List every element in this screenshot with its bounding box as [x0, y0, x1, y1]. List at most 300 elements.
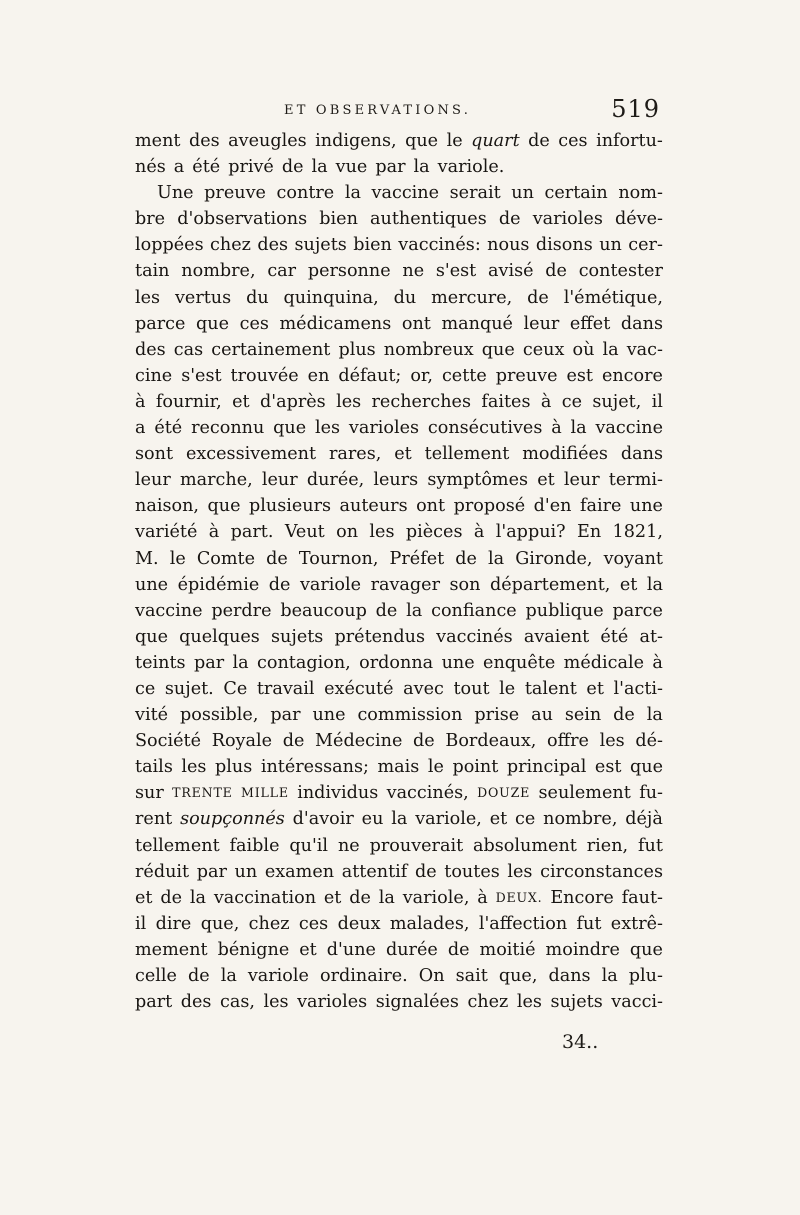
- word: où: [572, 339, 595, 360]
- word: parce: [135, 313, 186, 334]
- word: d'une: [326, 939, 376, 960]
- word: Préfet: [389, 548, 445, 569]
- word: avec: [403, 678, 444, 699]
- word: les: [369, 522, 395, 543]
- word: moindre: [545, 939, 620, 960]
- word: prise: [474, 705, 520, 726]
- word: chez: [210, 235, 251, 256]
- text-line: [135, 180, 663, 206]
- word: rent: [135, 809, 173, 830]
- word: variole: [247, 966, 309, 986]
- word: modifiées: [522, 444, 608, 465]
- word: consécutives: [427, 418, 543, 439]
- word: la: [646, 705, 663, 726]
- word: la: [602, 339, 619, 360]
- word: d'après: [259, 391, 326, 412]
- word: ce: [135, 678, 156, 699]
- word: preuve: [204, 183, 266, 204]
- word: les: [336, 391, 362, 412]
- word: de: [613, 705, 635, 726]
- word: de: [268, 574, 291, 595]
- word: nombre,: [181, 261, 256, 282]
- word: et: [537, 470, 555, 491]
- word: ordinaire.: [319, 966, 408, 986]
- word: et: [489, 809, 508, 830]
- word: DEUX.: [495, 889, 543, 905]
- word: vac-: [626, 339, 663, 360]
- word: trouvée: [230, 365, 299, 386]
- word: d'en: [533, 496, 572, 517]
- word: que: [629, 757, 663, 778]
- word: privé: [228, 157, 274, 178]
- word: variole,: [415, 809, 482, 830]
- word: talent: [524, 678, 577, 699]
- word: marche,: [179, 470, 253, 491]
- text-line: [135, 441, 663, 467]
- word: 1821,: [612, 522, 663, 543]
- word: TRENTE: [172, 785, 233, 801]
- word: quinquina,: [283, 287, 379, 308]
- word: avisé: [488, 261, 534, 282]
- word: vaccine: [135, 600, 203, 621]
- word: ravager: [370, 574, 440, 595]
- word: les: [516, 992, 542, 1013]
- word: parce: [612, 600, 663, 621]
- word: Tournon,: [298, 548, 379, 569]
- word: la: [378, 887, 395, 908]
- word: bien: [353, 235, 392, 256]
- word: authentiques: [370, 209, 487, 230]
- word: Gironde,: [515, 548, 593, 569]
- word: nombreux: [383, 339, 474, 360]
- word: il: [651, 391, 663, 412]
- word: ces: [298, 913, 329, 934]
- word: de: [160, 887, 183, 908]
- word: mercure,: [431, 287, 513, 308]
- word: plus: [338, 339, 376, 360]
- word: vaccinés:: [398, 235, 481, 256]
- word: une: [135, 574, 169, 595]
- word: l'émétique,: [563, 287, 663, 308]
- word: or,: [410, 365, 433, 386]
- word: de: [527, 287, 549, 308]
- word: par: [196, 861, 227, 882]
- word: malades,: [389, 913, 470, 934]
- body-text: [135, 128, 663, 1015]
- word: les: [135, 287, 161, 308]
- word: épidémie: [177, 574, 260, 595]
- word: les: [315, 418, 341, 439]
- word: sujet.: [164, 678, 214, 699]
- word: proposé: [453, 496, 526, 517]
- word: DOUZE: [477, 785, 531, 801]
- word: seulement: [538, 783, 631, 804]
- word: voyant: [603, 548, 663, 569]
- word: cette: [441, 365, 487, 386]
- word: naison,: [135, 496, 199, 517]
- word: vue: [335, 157, 368, 178]
- word: de: [281, 157, 304, 178]
- word: vaccine: [371, 183, 440, 204]
- word: manqué: [441, 313, 513, 334]
- word: Royale: [211, 731, 273, 752]
- word: que: [196, 313, 230, 334]
- word: ment: [135, 131, 181, 151]
- word: personne: [307, 261, 391, 282]
- word: a: [173, 157, 185, 178]
- word: prétendus: [334, 626, 426, 647]
- word: et: [323, 887, 342, 908]
- word: exécuté: [324, 678, 394, 699]
- word: et: [299, 939, 317, 960]
- word: une: [629, 496, 663, 517]
- word: leur: [261, 470, 298, 491]
- word: On: [418, 966, 445, 986]
- word: sait: [455, 966, 488, 986]
- word: vaccine: [595, 418, 663, 439]
- word: à: [652, 652, 663, 673]
- word: département,: [489, 574, 611, 595]
- word: durée: [385, 939, 438, 960]
- word: mement: [135, 939, 208, 960]
- word: la: [232, 652, 249, 673]
- word: chez: [248, 913, 290, 934]
- word: est: [566, 365, 593, 386]
- word: nous: [487, 235, 530, 256]
- word: les: [599, 731, 625, 752]
- text-line: [135, 859, 663, 885]
- text-line: [135, 885, 663, 911]
- word: ce: [515, 809, 536, 830]
- word: attentif: [341, 861, 408, 882]
- text-line: [135, 963, 663, 989]
- word: à: [208, 522, 220, 543]
- word: de: [375, 600, 398, 621]
- word: médicale: [563, 652, 645, 673]
- text-line: [135, 493, 663, 519]
- word: leur: [135, 470, 171, 491]
- text-line: [135, 154, 663, 180]
- word: son: [449, 574, 481, 595]
- word: à: [477, 887, 488, 908]
- word: les: [507, 861, 533, 882]
- word: à: [551, 418, 562, 439]
- word: offre: [547, 731, 589, 752]
- word: deux: [337, 913, 381, 934]
- word: de: [413, 731, 435, 752]
- word: de: [282, 731, 305, 752]
- word: de: [447, 939, 470, 960]
- word: faites: [481, 391, 531, 412]
- word: aveugles: [228, 131, 307, 151]
- text-line: [135, 415, 663, 441]
- word: à: [473, 522, 485, 543]
- text-line: [135, 650, 663, 676]
- word: tellement: [135, 835, 220, 856]
- word: varioles: [532, 209, 603, 230]
- word: soupçonnés: [180, 809, 285, 830]
- word: effet: [569, 313, 611, 334]
- word: celle: [135, 966, 177, 986]
- word: au: [531, 705, 553, 726]
- word: s'est: [435, 261, 477, 282]
- word: la: [570, 418, 587, 439]
- word: ces: [558, 131, 588, 151]
- word: la: [488, 548, 505, 569]
- text-line: [135, 624, 663, 650]
- word: prouverait: [369, 835, 464, 856]
- word: infortu-: [596, 131, 663, 151]
- word: cas,: [219, 992, 255, 1013]
- word: un: [234, 861, 258, 882]
- word: est: [594, 757, 622, 778]
- text-line: [135, 128, 663, 154]
- word: cas: [173, 339, 204, 360]
- text-line: [135, 546, 663, 572]
- word: ne: [402, 261, 425, 282]
- word: fournir,: [155, 391, 222, 412]
- word: cer-: [628, 235, 663, 256]
- word: Société: [135, 731, 202, 752]
- word: rien,: [586, 835, 629, 856]
- word: le: [446, 131, 463, 151]
- word: un: [599, 235, 622, 256]
- word: commission: [357, 705, 463, 726]
- word: il: [135, 913, 147, 934]
- word: excessivement: [185, 444, 317, 465]
- word: sujets: [294, 235, 347, 256]
- word: sujets: [550, 992, 603, 1013]
- word: pièces: [405, 522, 463, 543]
- word: contester: [578, 261, 663, 282]
- word: de: [528, 131, 550, 151]
- word: à: [540, 391, 552, 412]
- word: dans: [620, 313, 663, 334]
- word: bien: [319, 209, 358, 230]
- word: indigens,: [315, 131, 397, 151]
- text-line: [135, 833, 663, 859]
- word: tellement: [424, 444, 510, 465]
- word: l'appui?: [495, 522, 566, 543]
- word: publique: [525, 600, 604, 621]
- word: individus: [297, 783, 379, 804]
- word: avaient: [523, 626, 590, 647]
- word: par: [375, 157, 406, 178]
- word: les: [181, 757, 207, 778]
- word: a: [135, 418, 146, 439]
- word: que: [405, 131, 439, 151]
- word: M.: [135, 548, 159, 569]
- word: ont: [401, 313, 431, 334]
- text-line: [135, 676, 663, 702]
- word: encore: [601, 365, 663, 386]
- word: auteurs: [339, 496, 408, 517]
- word: bre: [135, 209, 166, 230]
- word: des: [257, 235, 289, 256]
- word: signalées: [375, 992, 459, 1013]
- word: ceux: [522, 339, 565, 360]
- word: qu'il: [289, 835, 329, 856]
- text-line: [135, 206, 663, 232]
- text-line: [135, 519, 663, 545]
- text-line: [135, 337, 663, 363]
- word: des: [180, 992, 212, 1013]
- word: la: [413, 157, 430, 178]
- word: contre: [276, 183, 335, 204]
- text-line: [135, 728, 663, 754]
- word: durée,: [306, 470, 365, 491]
- word: réduit: [135, 861, 190, 882]
- word: le: [169, 548, 186, 569]
- word: toutes: [444, 861, 500, 882]
- word: termi-: [608, 470, 663, 491]
- text-line: [135, 937, 663, 963]
- word: vité: [135, 705, 169, 726]
- word: et: [586, 678, 604, 699]
- word: que,: [200, 913, 240, 934]
- word: vaccinés: [436, 626, 513, 647]
- text-line: [135, 806, 663, 832]
- word: preuve: [495, 365, 558, 386]
- word: une: [312, 705, 346, 726]
- word: variole.: [437, 157, 505, 178]
- word: plu-: [628, 966, 663, 986]
- word: sujet,: [592, 391, 642, 412]
- word: enquête: [483, 652, 556, 673]
- word: part.: [230, 522, 274, 543]
- word: Médecine: [315, 731, 403, 752]
- word: Comte: [196, 548, 256, 569]
- word: les: [263, 992, 289, 1013]
- word: En: [576, 522, 602, 543]
- word: leur: [563, 470, 600, 491]
- word: rares,: [328, 444, 382, 465]
- word: certainement: [211, 339, 331, 360]
- word: car: [267, 261, 297, 282]
- word: fu-: [639, 783, 663, 804]
- word: part: [135, 992, 173, 1013]
- word: par: [193, 652, 225, 673]
- word: teints: [135, 652, 186, 673]
- word: et: [232, 391, 250, 412]
- word: d'avoir: [292, 809, 354, 830]
- text-line: [135, 389, 663, 415]
- word: médicamens: [279, 313, 392, 334]
- word: la: [220, 966, 237, 986]
- word: moitié: [479, 939, 536, 960]
- text-line: [135, 258, 663, 284]
- word: que: [481, 339, 515, 360]
- word: que: [135, 626, 169, 647]
- word: circonstances: [540, 861, 663, 882]
- word: et: [394, 444, 412, 465]
- word: bénigne: [217, 939, 290, 960]
- page-number: 519: [611, 95, 660, 123]
- word: ordonna: [359, 652, 434, 673]
- word: tout: [453, 678, 490, 699]
- word: examen: [264, 861, 335, 882]
- word: varioles: [297, 992, 368, 1013]
- word: faire: [579, 496, 622, 517]
- word: faut-: [621, 887, 663, 908]
- word: par: [270, 705, 301, 726]
- word: ne: [337, 835, 360, 856]
- word: nombre,: [543, 809, 618, 830]
- word: de: [349, 887, 371, 908]
- text-line: [135, 989, 663, 1015]
- word: tails: [135, 757, 173, 778]
- text-line: [135, 232, 663, 258]
- word: sein: [564, 705, 602, 726]
- word: dans: [620, 444, 663, 465]
- word: vacci-: [611, 992, 663, 1013]
- word: dans: [548, 966, 591, 986]
- word: sont: [135, 444, 174, 465]
- word: point: [452, 757, 499, 778]
- word: la: [646, 574, 663, 595]
- text-line: [135, 911, 663, 937]
- word: quelques: [179, 626, 260, 647]
- word: plus: [215, 757, 253, 778]
- word: l'affection: [478, 913, 568, 934]
- word: on: [336, 522, 359, 543]
- word: le: [499, 678, 516, 699]
- word: perdre: [211, 600, 272, 621]
- word: le: [427, 757, 444, 778]
- word: sujets: [271, 626, 324, 647]
- word: Bordeaux,: [445, 731, 537, 752]
- word: vaccinés,: [386, 783, 469, 804]
- word: vertus: [174, 287, 232, 308]
- word: Veut: [284, 522, 325, 543]
- word: et: [619, 574, 638, 595]
- word: plusieurs: [248, 496, 332, 517]
- word: défaut;: [338, 365, 402, 386]
- word: de: [187, 966, 210, 986]
- word: et: [135, 887, 153, 908]
- word: contagion,: [257, 652, 351, 673]
- word: de: [414, 861, 437, 882]
- word: leurs: [373, 470, 419, 491]
- word: sur: [135, 783, 164, 804]
- word: Encore: [550, 887, 614, 908]
- word: fut: [638, 835, 663, 856]
- word: extrê-: [610, 913, 663, 934]
- word: eu: [361, 809, 384, 830]
- word: du: [393, 287, 417, 308]
- word: Une: [157, 183, 194, 204]
- word: principal: [506, 757, 587, 778]
- word: la: [406, 600, 423, 621]
- word: que: [207, 496, 241, 517]
- word: leur: [523, 313, 560, 334]
- word: une: [441, 652, 475, 673]
- word: serait: [449, 183, 501, 204]
- word: que: [629, 939, 663, 960]
- word: beaucoup: [280, 600, 367, 621]
- word: s'est: [181, 365, 222, 386]
- word: fut: [576, 913, 602, 934]
- text-line: [135, 467, 663, 493]
- word: la: [344, 183, 361, 204]
- text-line: [135, 572, 663, 598]
- word: la: [391, 809, 408, 830]
- word: déve-: [615, 209, 663, 230]
- word: la: [311, 157, 328, 178]
- word: MILLE: [241, 785, 289, 801]
- word: Ce: [223, 678, 248, 699]
- word: reconnu: [191, 418, 265, 439]
